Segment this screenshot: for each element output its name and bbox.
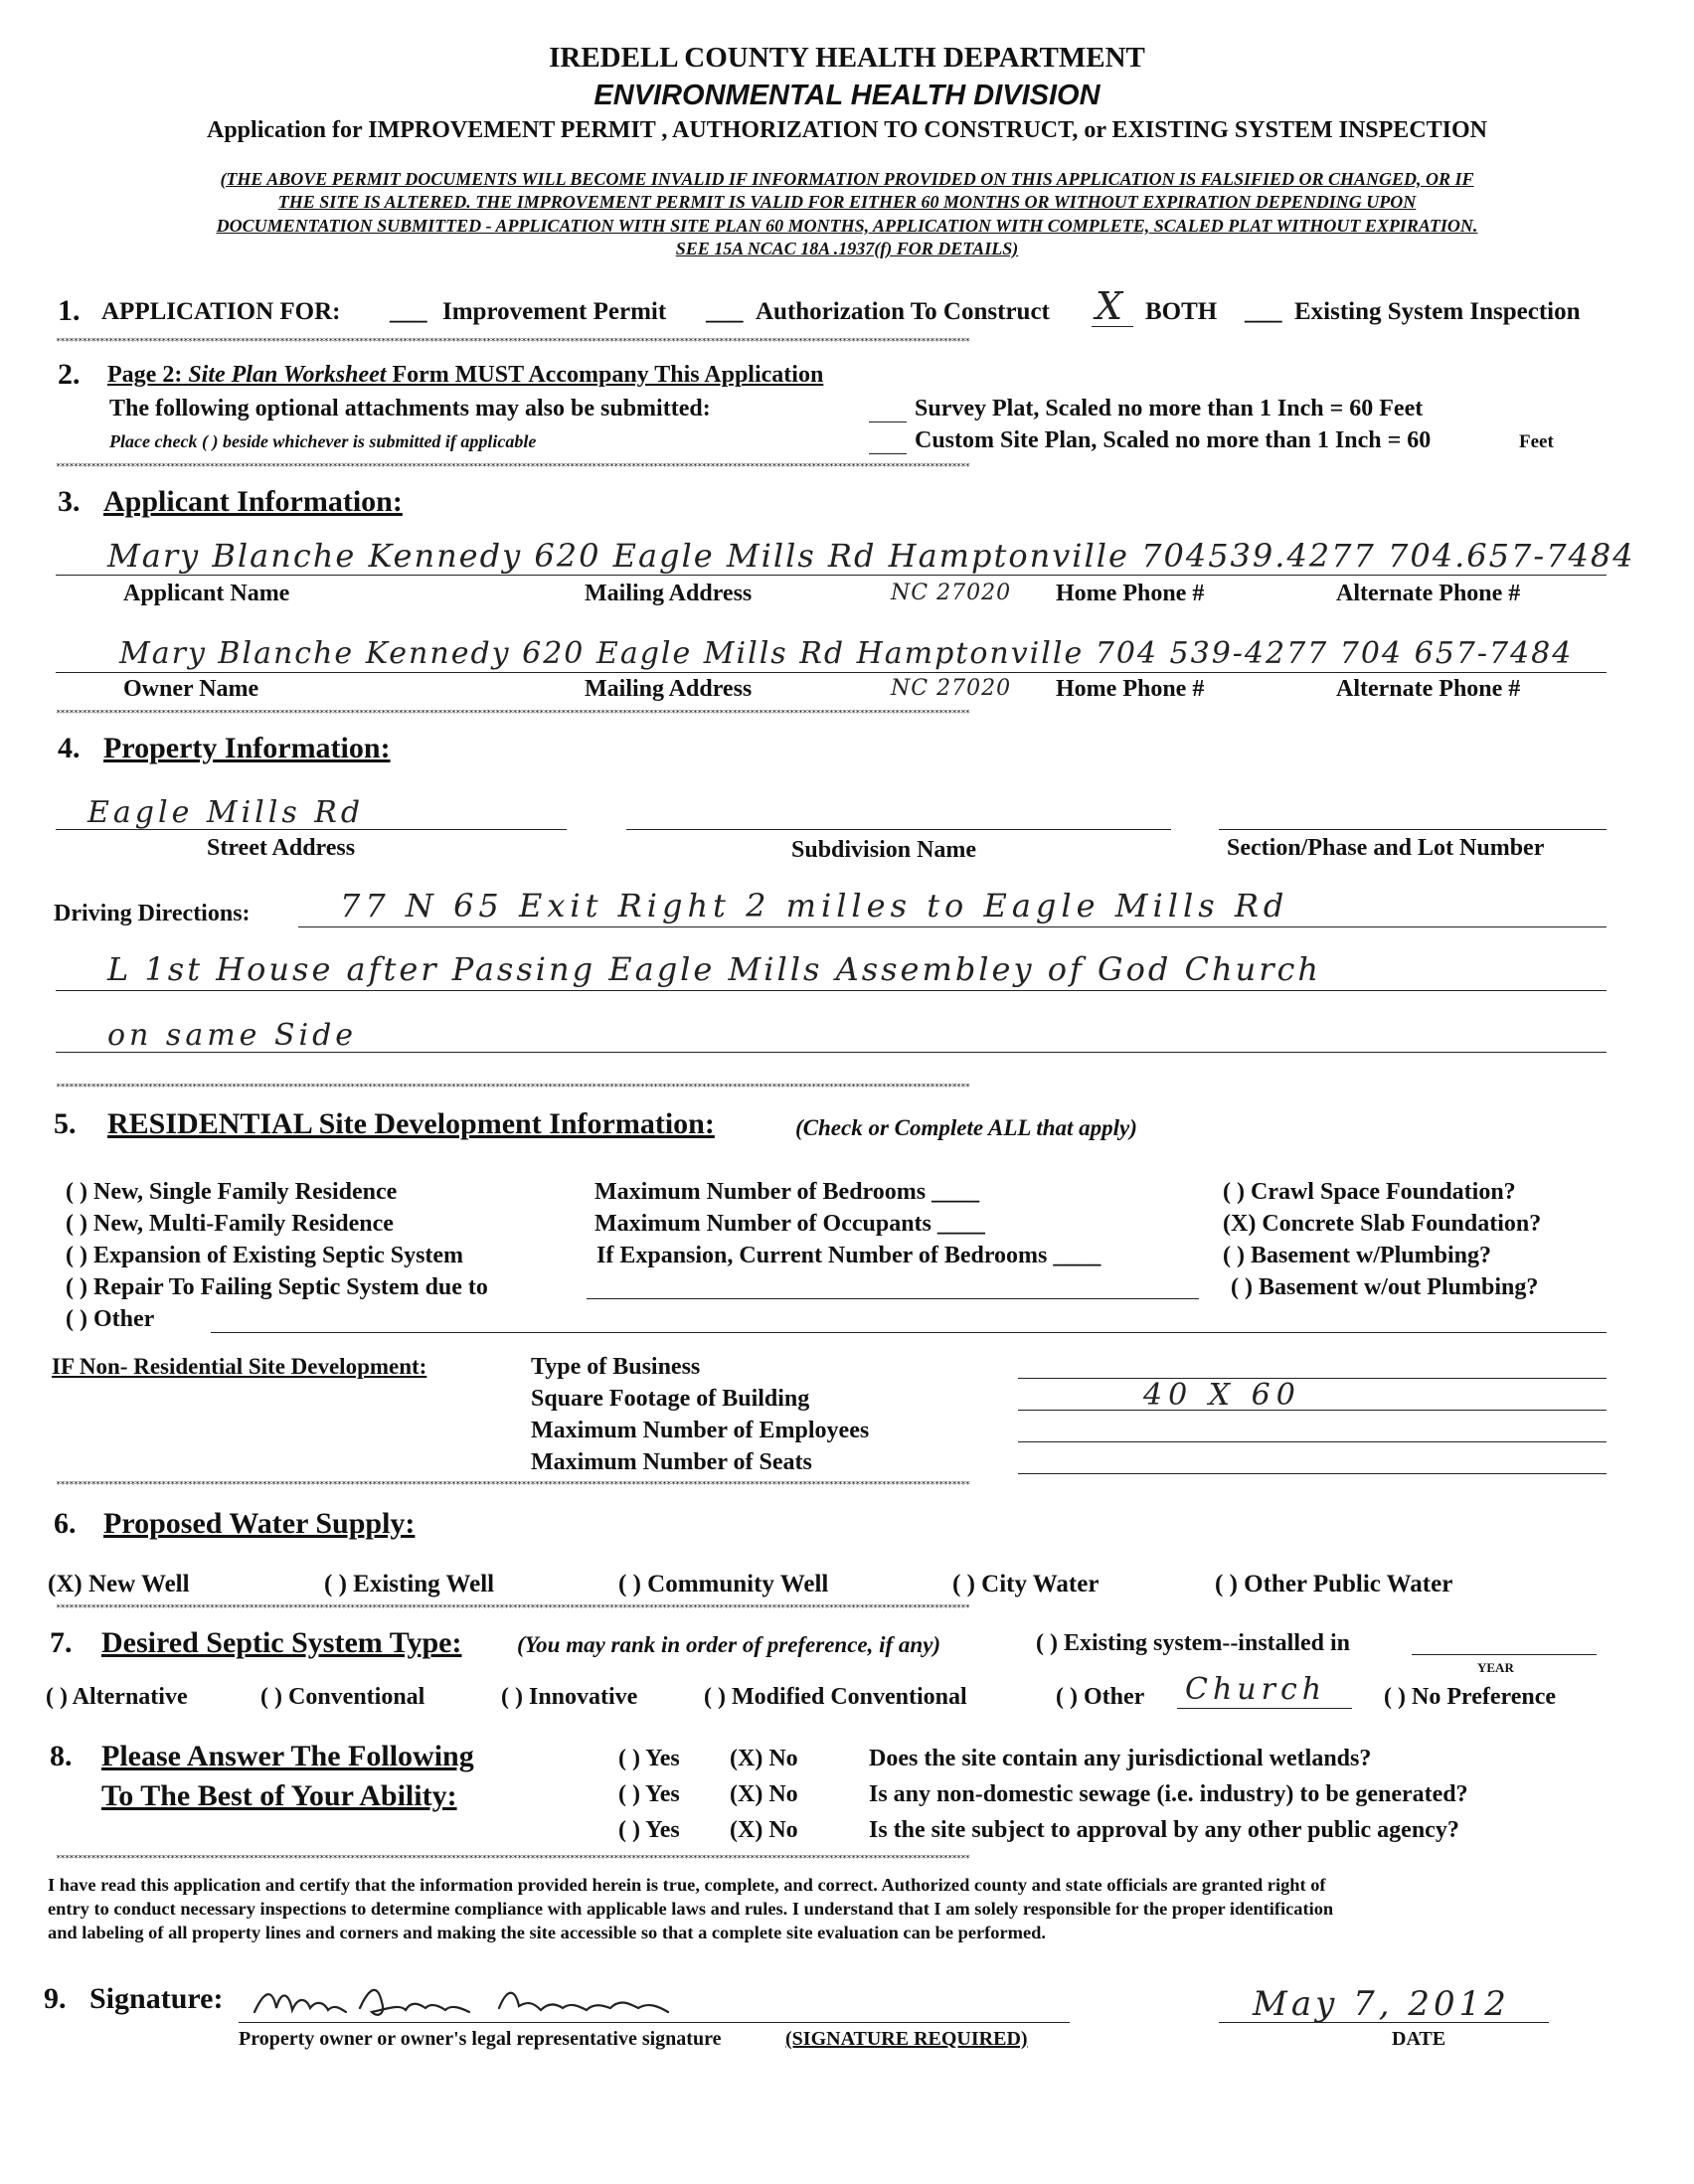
notice-line-3: DOCUMENTATION SUBMITTED - APPLICATION WITH SITE PLAN 60 MONTHS, APPLICATION WITH COMPLETE, SCALED PLAT WITHOUT EXPIRATION.	[216, 216, 1478, 236]
applicant-zip-handwritten[interactable]: NC 27020	[891, 581, 1012, 605]
applicant-address-label: Mailing Address	[585, 581, 753, 606]
notice-line-2: THE SITE IS ALTERED. THE IMPROVEMENT PERMIT IS VALID FOR EITHER 60 MONTHS OR WITHOUT EXPIRATION DEPENDING UPON	[277, 192, 1417, 212]
section-1-number: 1.	[58, 294, 81, 327]
owner-zip-handwritten[interactable]: NC 27020	[891, 676, 1012, 701]
water-new-well[interactable]: (X) New Well	[48, 1571, 190, 1597]
street-address-label: Street Address	[207, 835, 356, 861]
option-expansion[interactable]: ( ) Expansion of Existing Septic System	[66, 1243, 464, 1268]
option-existing-inspection: Existing System Inspection	[1294, 298, 1581, 325]
authorization-blank[interactable]: ___	[706, 298, 744, 325]
section-5-subtitle: (Check or Complete ALL that apply)	[795, 1115, 1137, 1140]
signature-required: (SIGNATURE REQUIRED)	[785, 2028, 1028, 2050]
option-basement-no-plumbing[interactable]: ( ) Basement w/out Plumbing?	[1231, 1274, 1539, 1300]
septic-conventional[interactable]: ( ) Conventional	[260, 1684, 425, 1710]
section-2-title-prefix: Page 2:	[107, 362, 183, 388]
star-divider: ****************************************************************************************************************************************************************************************************************	[56, 1481, 970, 1489]
section-1-label: APPLICATION FOR:	[101, 298, 341, 325]
section-7-title: Desired Septic System Type:	[101, 1626, 462, 1659]
applicant-name-label: Applicant Name	[123, 581, 290, 606]
section-7-number: 7.	[50, 1626, 73, 1659]
directions-line-1[interactable]: 77 N 65 Exit Right 2 milles to Eagle Mills Rd	[340, 887, 1289, 924]
option-multi-family[interactable]: ( ) New, Multi-Family Residence	[66, 1211, 394, 1237]
department-title: IREDELL COUNTY HEALTH DEPARTMENT	[549, 42, 1145, 74]
date-label: DATE	[1392, 2028, 1446, 2050]
option-repair[interactable]: ( ) Repair To Failing Septic System due to	[66, 1274, 488, 1300]
survey-plat-check[interactable]	[869, 421, 907, 422]
water-existing-well[interactable]: ( ) Existing Well	[324, 1571, 495, 1597]
wetlands-yes[interactable]: ( ) Yes	[618, 1746, 680, 1771]
year-caption: YEAR	[1477, 1660, 1514, 1675]
star-divider: ****************************************************************************************************************************************************************************************************************	[56, 463, 970, 471]
existing-blank[interactable]: ___	[1245, 298, 1282, 325]
application-line: Application for IMPROVEMENT PERMIT , AUTHORIZATION TO CONSTRUCT, or EXISTING SYSTEM INSPECTION	[207, 117, 1487, 143]
street-address-handwritten[interactable]: Eagle Mills Rd	[87, 795, 365, 830]
square-footage-label: Square Footage of Building	[531, 1386, 810, 1412]
option-single-family[interactable]: ( ) New, Single Family Residence	[66, 1179, 398, 1205]
section-3-number: 3.	[58, 485, 81, 518]
max-occupants[interactable]: Maximum Number of Occupants ____	[594, 1211, 985, 1237]
section-7-subtitle: (You may rank in order of preference, if any)	[517, 1632, 941, 1657]
option-crawl-space[interactable]: ( ) Crawl Space Foundation?	[1223, 1179, 1516, 1205]
section-8-title-line-2: To The Best of Your Ability:	[101, 1779, 457, 1812]
survey-plat-label: Survey Plat, Scaled no more than 1 Inch = 60 Feet	[915, 396, 1424, 421]
option-improvement-permit: Improvement Permit	[442, 298, 667, 325]
owner-info-handwritten[interactable]: Mary Blanche Kennedy 620 Eagle Mills Rd Hamptonville 704 539-4277 704 657-7484	[119, 636, 1574, 671]
feet-label: Feet	[1519, 431, 1554, 452]
non-residential-label: IF Non- Residential Site Development:	[52, 1354, 427, 1379]
agency-yes[interactable]: ( ) Yes	[618, 1817, 680, 1843]
septic-modified-conventional[interactable]: ( ) Modified Conventional	[704, 1684, 967, 1710]
wetlands-no[interactable]: (X) No	[730, 1746, 798, 1771]
repair-reason-field[interactable]	[587, 1298, 1199, 1299]
handwritten-signature[interactable]	[251, 1978, 767, 2024]
other-field[interactable]	[211, 1332, 1607, 1333]
directions-line-3[interactable]: on same Side	[107, 1018, 358, 1053]
directions-line-2[interactable]: L 1st House after Passing Eagle Mills Assembley of God Church	[107, 950, 1322, 988]
sewage-yes[interactable]: ( ) Yes	[618, 1781, 680, 1807]
water-city-water[interactable]: ( ) City Water	[952, 1571, 1100, 1597]
option-concrete-slab[interactable]: (X) Concrete Slab Foundation?	[1223, 1211, 1542, 1237]
subdivision-label: Subdivision Name	[791, 837, 977, 863]
signature-label: Signature:	[89, 1982, 224, 2015]
agency-no[interactable]: (X) No	[730, 1817, 798, 1843]
section-2-title	[107, 362, 823, 389]
section-8-number: 8.	[50, 1740, 73, 1772]
signature-caption: Property owner or owner's legal representative signature	[239, 2028, 722, 2050]
section-4-title: Property Information:	[103, 732, 391, 764]
section-phase-lot-label: Section/Phase and Lot Number	[1227, 835, 1545, 861]
certification-line-2: entry to conduct necessary inspections to determine compliance with applicable laws and rules. I understand that I am solely responsible for the proper identification	[48, 1899, 1334, 1919]
custom-site-plan-label: Custom Site Plan, Scaled no more than 1 Inch = 60	[915, 427, 1432, 453]
water-community-well[interactable]: ( ) Community Well	[618, 1571, 829, 1597]
applicant-home-phone-label: Home Phone #	[1056, 581, 1205, 606]
type-of-business-label: Type of Business	[531, 1354, 701, 1380]
max-seats-field[interactable]	[1018, 1473, 1607, 1474]
water-other-public[interactable]: ( ) Other Public Water	[1215, 1571, 1453, 1597]
sewage-no[interactable]: (X) No	[730, 1781, 798, 1807]
applicant-alt-phone-label: Alternate Phone #	[1336, 581, 1521, 606]
owner-home-phone-label: Home Phone #	[1056, 676, 1205, 702]
section-2-title-suffix: Form MUST Accompany This Application	[392, 362, 824, 388]
max-bedrooms[interactable]: Maximum Number of Bedrooms ____	[594, 1179, 980, 1205]
notice-line-1: (THE ABOVE PERMIT DOCUMENTS WILL BECOME INVALID IF INFORMATION PROVIDED ON THIS APPLICATION IS FALSIFIED OR CHANGED, OR IF	[220, 169, 1474, 189]
section-8-title-line-1: Please Answer The Following	[101, 1740, 474, 1772]
improvement-blank[interactable]: ___	[390, 298, 427, 325]
star-divider: ****************************************************************************************************************************************************************************************************************	[56, 338, 970, 346]
division-title: ENVIRONMENTAL HEALTH DIVISION	[593, 80, 1101, 111]
septic-innovative[interactable]: ( ) Innovative	[501, 1684, 638, 1710]
septic-alternative[interactable]: ( ) Alternative	[46, 1684, 188, 1710]
existing-system-year-field[interactable]	[1412, 1654, 1597, 1655]
septic-no-preference[interactable]: ( ) No Preference	[1384, 1684, 1557, 1710]
optional-attachments-text: The following optional attachments may also be submitted:	[109, 396, 711, 421]
option-authorization: Authorization To Construct	[756, 298, 1050, 325]
applicant-info-handwritten[interactable]: Mary Blanche Kennedy 620 Eagle Mills Rd Hamptonville 704539.4277 704.657-7484	[107, 537, 1635, 575]
option-basement-plumbing[interactable]: ( ) Basement w/Plumbing?	[1223, 1243, 1491, 1268]
owner-address-label: Mailing Address	[585, 676, 753, 702]
section-5-title: RESIDENTIAL Site Development Information:	[107, 1107, 715, 1140]
type-of-business-field[interactable]	[1018, 1378, 1607, 1379]
notice-line-4: SEE 15A NCAC 18A .1937(f) FOR DETAILS)	[675, 239, 1019, 258]
star-divider: ****************************************************************************************************************************************************************************************************************	[56, 1855, 970, 1863]
section-4-number: 4.	[58, 732, 81, 764]
question-agency: Is the site subject to approval by any other public agency?	[869, 1817, 1459, 1843]
square-footage-handwritten[interactable]: 40 X 60	[1143, 1378, 1301, 1413]
section-5-number: 5.	[54, 1107, 77, 1140]
question-sewage: Is any non-domestic sewage (i.e. industry) to be generated?	[869, 1781, 1468, 1807]
septic-other-handwritten[interactable]: Church	[1185, 1672, 1327, 1707]
star-divider: ****************************************************************************************************************************************************************************************************************	[56, 1604, 970, 1612]
current-bedrooms[interactable]: If Expansion, Current Number of Bedrooms ____	[596, 1243, 1101, 1268]
section-6-title: Proposed Water Supply:	[103, 1507, 416, 1540]
both-check-mark[interactable]: X	[1096, 284, 1123, 328]
custom-site-plan-check[interactable]	[869, 453, 907, 454]
question-wetlands: Does the site contain any jurisdictional wetlands?	[869, 1746, 1372, 1771]
septic-other[interactable]: ( ) Other	[1056, 1684, 1145, 1710]
max-employees-label: Maximum Number of Employees	[531, 1418, 870, 1443]
section-2-number: 2.	[58, 358, 81, 391]
star-divider: ****************************************************************************************************************************************************************************************************************	[56, 710, 970, 718]
max-seats-label: Maximum Number of Seats	[531, 1449, 812, 1475]
star-divider: ****************************************************************************************************************************************************************************************************************	[56, 1084, 970, 1092]
option-both: BOTH	[1145, 298, 1218, 325]
owner-alt-phone-label: Alternate Phone #	[1336, 676, 1521, 702]
max-employees-field[interactable]	[1018, 1441, 1607, 1442]
existing-system-installed[interactable]: ( ) Existing system--installed in	[1036, 1630, 1351, 1656]
section-6-number: 6.	[54, 1507, 77, 1540]
driving-directions-label: Driving Directions:	[54, 901, 251, 926]
owner-name-label: Owner Name	[123, 676, 259, 702]
section-9-number: 9.	[44, 1982, 67, 2015]
date-handwritten[interactable]: May 7, 2012	[1253, 1984, 1510, 2024]
section-2-title-italic: Site Plan Worksheet	[188, 362, 387, 388]
certification-line-1: I have read this application and certify that the information provided herein is true, complete, and correct. Authorized county and state officials are granted right of	[48, 1875, 1326, 1895]
section-3-title: Applicant Information:	[103, 485, 403, 518]
certification-line-3: and labeling of all property lines and corners and making the site accessible so that a complete site evaluation can be performed.	[48, 1923, 1046, 1942]
place-check-note: Place check ( ) beside whichever is submitted if applicable	[109, 431, 537, 451]
option-other[interactable]: ( ) Other	[66, 1306, 155, 1332]
